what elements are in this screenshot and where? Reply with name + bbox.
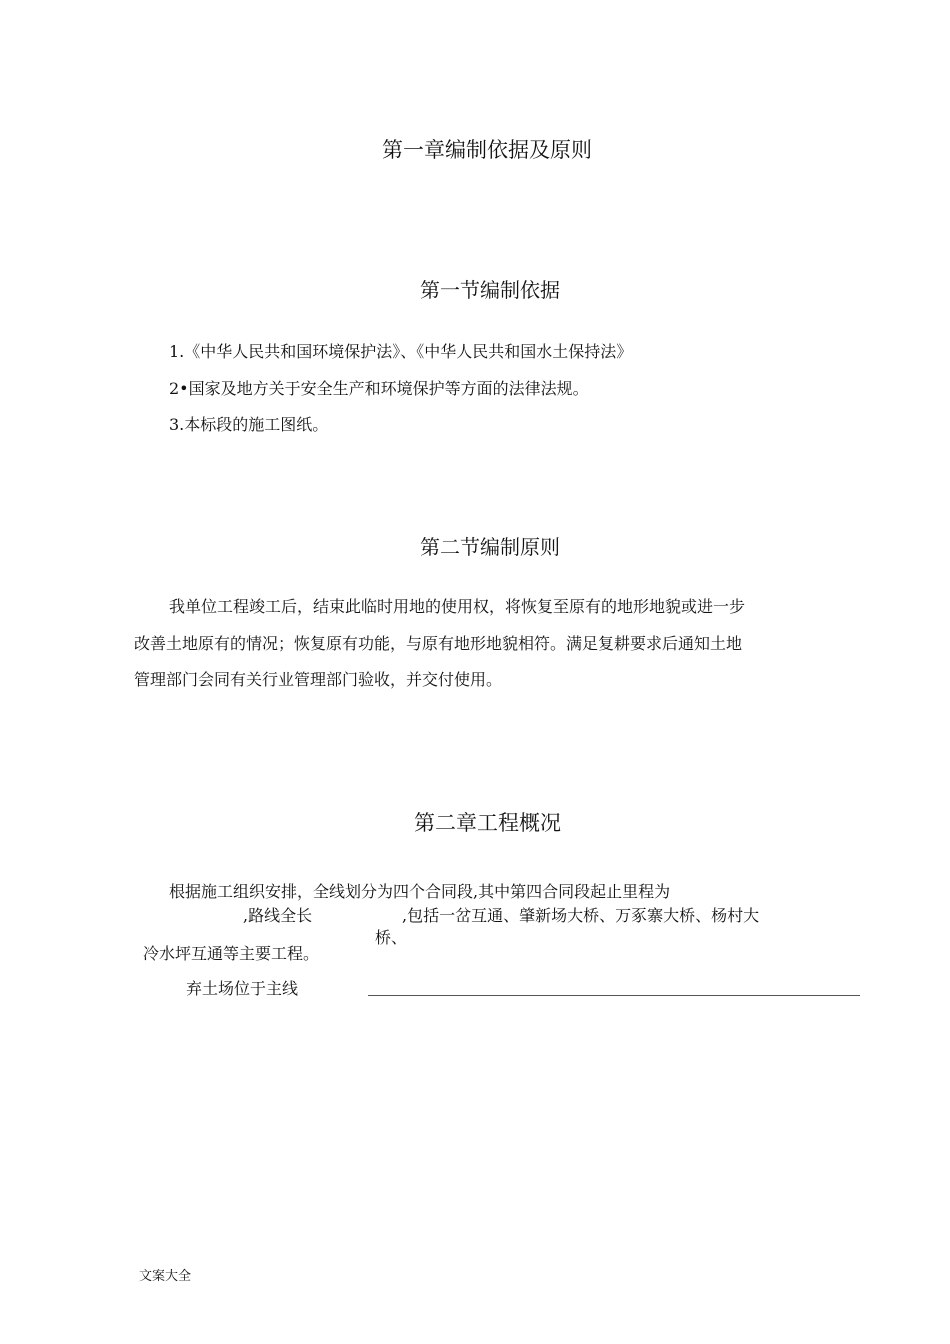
overview-fragment-length: ,路线全长: [243, 906, 313, 925]
basis-item-2: 2•国家及地方关于安全生产和环境保护等方面的法律法规。: [169, 379, 589, 398]
principle-line-2: 改善土地原有的情况；恢复原有功能，与原有地形地貌相符。满足复耕要求后通知土地: [134, 634, 743, 653]
chapter-2-title: 第二章工程概况: [414, 811, 561, 835]
principle-line-1: 我单位工程竣工后，结束此临时用地的使用权，将恢复至原有的地形地貌或进一步: [169, 597, 746, 616]
spoil-site-label: 弃土场位于主线: [186, 979, 299, 998]
section-2-title: 第二节编制原则: [420, 535, 560, 559]
spoil-site-blank-line: [368, 995, 860, 996]
footer-text: 文案大全: [139, 1269, 192, 1284]
overview-fragment-bridge: 桥、: [375, 928, 408, 947]
overview-fragment-works: ,包括一岔互通、肇新场大桥、万豖寨大桥、杨村大: [402, 906, 760, 925]
basis-item-3: 3.本标段的施工图纸。: [169, 415, 329, 434]
principle-line-3: 管理部门会同有关行业管理部门验收，并交付使用。: [134, 670, 503, 689]
section-1-title: 第一节编制依据: [420, 278, 560, 302]
overview-line-3: 冷水坪互通等主要工程。: [143, 944, 320, 963]
basis-item-1: 1.《中华人民共和国环境保护法》、《中华人民共和国水土保持法》: [169, 342, 633, 361]
chapter-1-title: 第一章编制依据及原则: [382, 138, 592, 162]
overview-line-1: 根据施工组织安排，全线划分为四个合同段,其中第四合同段起止里程为: [169, 882, 671, 901]
